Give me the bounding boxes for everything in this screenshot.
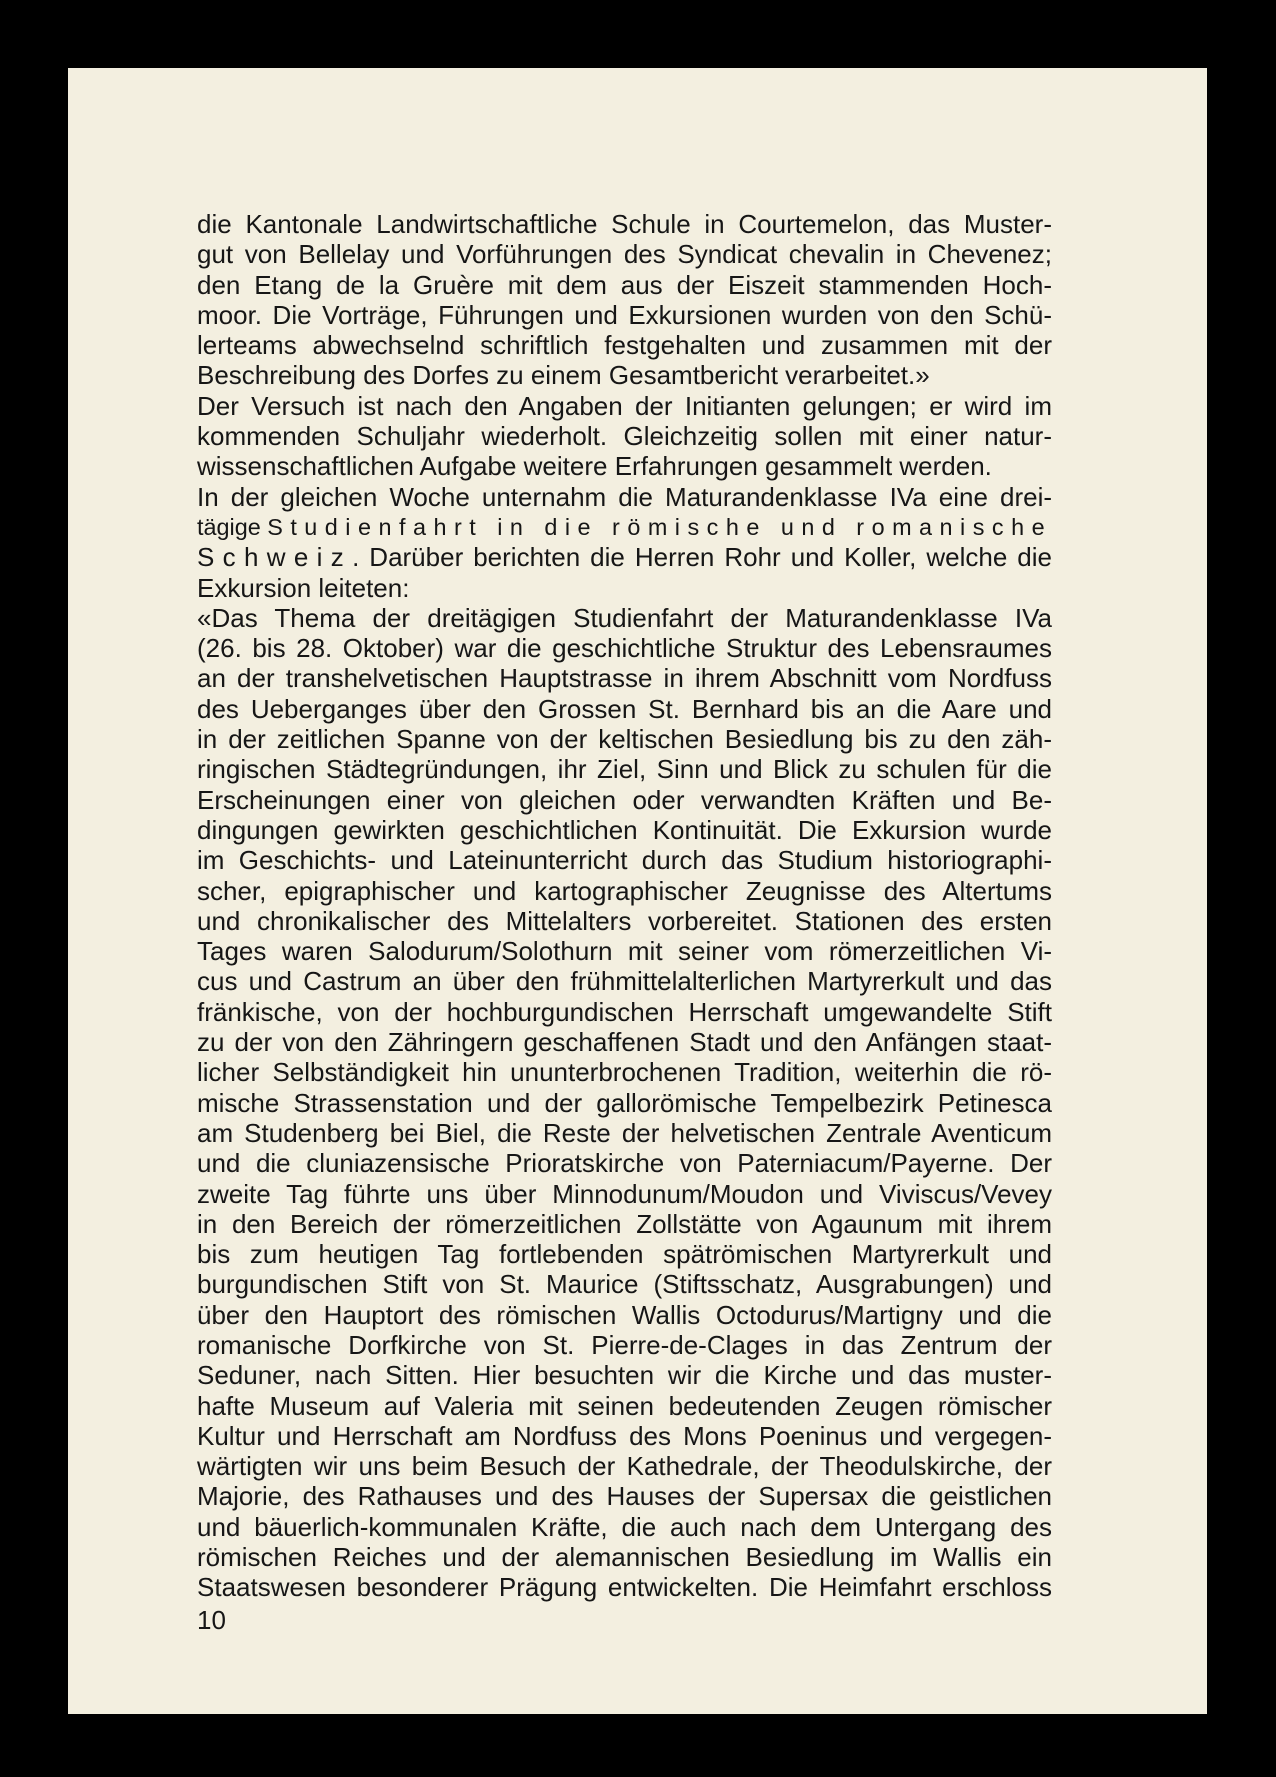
text-line: (26. bis 28. Oktober) war die geschichtliche Struktur des Lebensraumes	[197, 633, 1052, 664]
emphasis-spaced-text: Studienfahrt in die römische und romanische	[267, 513, 1053, 540]
text-line: Majorie, des Rathauses und des Hauses der Supersax die geistlichen	[197, 1481, 1052, 1512]
text-line	[197, 542, 1052, 572]
text-line: scher, epigraphischer und kartographischer Zeugnisse des Altertums	[197, 875, 1052, 906]
text-line	[197, 512, 1052, 542]
text-line: romanische Dorfkirche von St. Pierre-de-Clages in das Zentrum der	[197, 1329, 1052, 1360]
text-line: zweite Tag führte uns über Minnodunum/Moudon und Viviscus/Vevey	[197, 1178, 1052, 1209]
body-text	[197, 209, 1052, 1603]
text-line: fränkische, von der hochburgundischen Herrschaft umgewandelte Stift	[197, 996, 1052, 1027]
text-line: bis zum heutigen Tag fortlebenden spätrömischen Martyrerkult und	[197, 1239, 1052, 1270]
text-line: und chronikalischer des Mittelalters vorbereitet. Stationen des ersten	[197, 905, 1052, 936]
text-line: Erscheinungen einer von gleichen oder verwandten Kräften und Be-	[197, 784, 1052, 815]
text-line: moor. Die Vorträge, Führungen und Exkursionen wurden von den Schü-	[197, 299, 1052, 330]
text-line: kommenden Schuljahr wiederholt. Gleichzeitig sollen mit einer natur-	[197, 421, 1052, 452]
text-line: des Ueberganges über den Grossen St. Bernhard bis an die Aare und	[197, 693, 1052, 724]
text-line: cus und Castrum an über den frühmittelalterlichen Martyrerkult und das	[197, 966, 1052, 997]
text-line: wissenschaftlichen Aufgabe weitere Erfahrungen gesammelt werden.	[197, 451, 992, 482]
emphasis-spaced-text: Schweiz	[197, 542, 353, 573]
text-line: Kultur und Herrschaft am Nordfuss des Mons Poeninus und vergegen-	[197, 1420, 1052, 1451]
text-line: licher Selbständigkeit hin ununterbrochenen Tradition, weiterhin die rö-	[197, 1057, 1052, 1088]
text-line: gut von Bellelay und Vorführungen des Syndicat chevalin in Chevenez;	[197, 239, 1052, 270]
text-line: in den Bereich der römerzeitlichen Zollstätte von Agaunum mit ihrem	[197, 1208, 1052, 1239]
text-line: burgundischen Stift von St. Maurice (Stiftsschatz, Ausgrabungen) und	[197, 1269, 1052, 1300]
text-line: römischen Reiches und der alemannischen Besiedlung im Wallis ein	[197, 1542, 1052, 1573]
text-line: über den Hauptort des römischen Wallis Octodurus/Martigny und die	[197, 1299, 1052, 1330]
text-line: Exkursion leiteten:	[197, 572, 410, 603]
text-line: in der zeitlichen Spanne von der keltischen Besiedlung bis zu den zäh-	[197, 724, 1052, 755]
text-line: Der Versuch ist nach den Angaben der Initianten gelungen; er wird im	[197, 390, 1052, 421]
text-line: Staatswesen besonderer Prägung entwickelten. Die Heimfahrt erschloss	[197, 1572, 1052, 1603]
text-line: am Studenberg bei Biel, die Reste der helvetischen Zentrale Aventicum	[197, 1117, 1052, 1148]
text-line: mische Strassenstation und der gallorömische Tempelbezirk Petinesca	[197, 1087, 1052, 1118]
text-line: die Kantonale Landwirtschaftliche Schule in Courtemelon, das Muster-	[197, 209, 1052, 239]
text-line: im Geschichts- und Lateinunterricht durch das Studium historiographi-	[197, 845, 1052, 876]
text-line: an der transhelvetischen Hauptstrasse in ihrem Abschnitt vom Nordfuss	[197, 663, 1052, 694]
text-line: und bäuerlich-kommunalen Kräfte, die auch nach dem Untergang des	[197, 1511, 1052, 1542]
text-line: ringischen Städtegründungen, ihr Ziel, Sinn und Blick zu schulen für die	[197, 754, 1052, 785]
text-line: lerteams abwechselnd schriftlich festgehalten und zusammen mit der	[197, 330, 1052, 361]
text-line: Seduner, nach Sitten. Hier besuchten wir die Kirche und das muster-	[197, 1360, 1052, 1391]
text-line: Tages waren Salodurum/Solothurn mit seiner vom römerzeitlichen Vi-	[197, 936, 1052, 967]
document-page	[68, 68, 1207, 1714]
text-line: Beschreibung des Dorfes zu einem Gesamtbericht verarbeitet.»	[197, 360, 930, 391]
text-line: und die cluniazensische Prioratskirche von Paterniacum/Payerne. Der	[197, 1148, 1052, 1179]
text-line: zu der von den Zähringern geschaffenen Stadt und den Anfängen staat-	[197, 1027, 1052, 1058]
text-line: wärtigten wir uns beim Besuch der Kathedrale, der Theodulskirche, der	[197, 1451, 1052, 1482]
page-number: 10	[197, 1605, 226, 1635]
text-line: «Das Thema der dreitägigen Studienfahrt der Maturandenklasse IVa	[197, 602, 1052, 633]
text-line: den Etang de la Gruère mit dem aus der Eiszeit stammenden Hoch-	[197, 269, 1052, 300]
text-segment: . Darüber berichten die Herren Rohr und Koller, welche die	[352, 542, 1052, 573]
text-segment: tägige	[197, 513, 268, 540]
text-line: dingungen gewirkten geschichtlichen Kontinuität. Die Exkursion wurde	[197, 814, 1052, 845]
text-line: In der gleichen Woche unternahm die Maturandenklasse IVa eine drei-	[197, 481, 1052, 512]
text-line: hafte Museum auf Valeria mit seinen bedeutenden Zeugen römischer	[197, 1390, 1052, 1421]
